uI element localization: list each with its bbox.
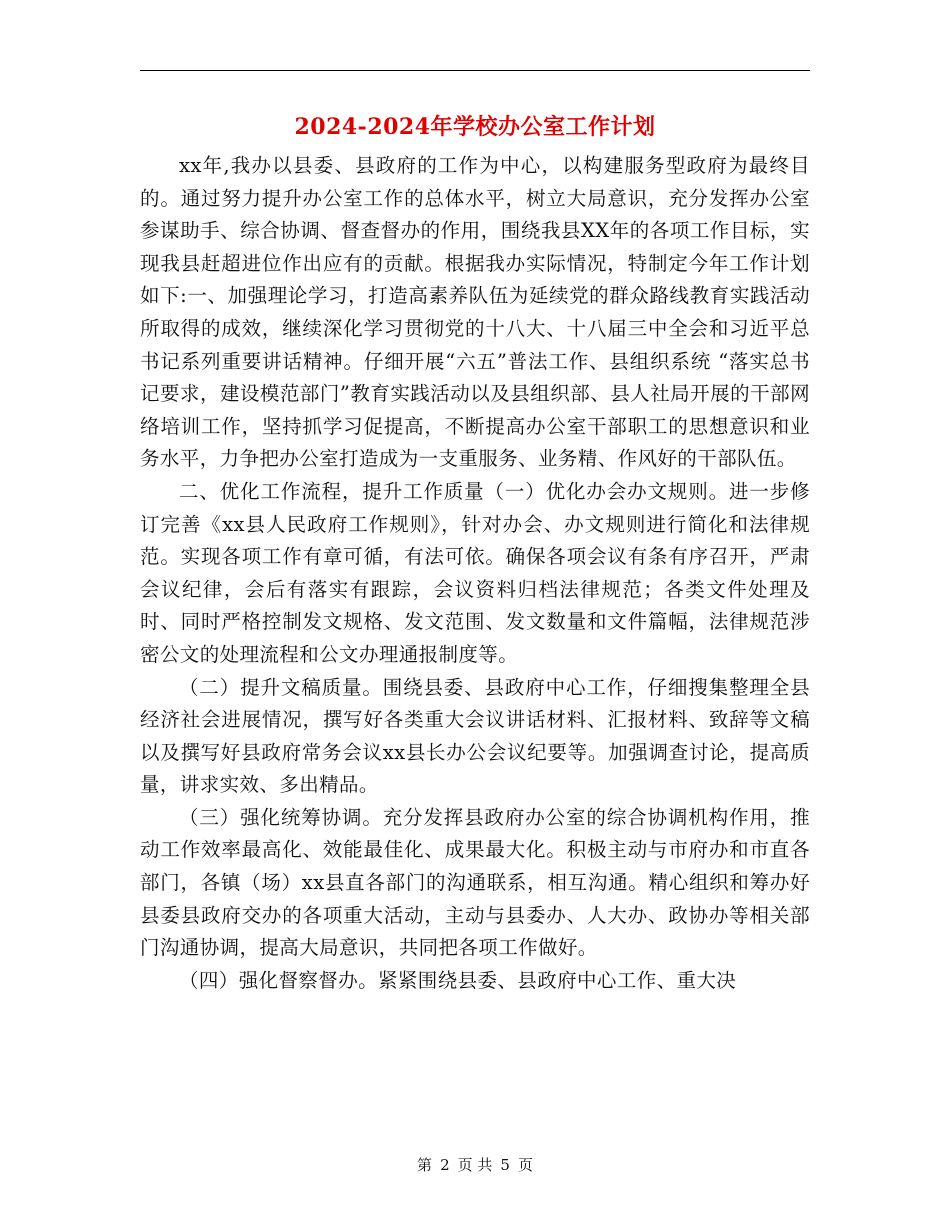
footer-prefix: 第 [417,1156,433,1174]
document-title: 2024-2024年学校办公室工作计划 [294,114,656,140]
paragraph-item-four: （四）强化督察督办。紧紧围绕县委、县政府中心工作、重大决 [179,968,737,992]
footer-suffix: 页 [517,1156,533,1174]
paragraph-section-two: 二、优化工作流程，提升工作质量（一）优化办会办文规则。进一步修订完善《xx县人民政府工作规则》，针对办会、办文规则进行简化和法律规范。实现各项工作有章可循，有法可依。确保各项会议有条有序召开，严肃会议纪律，会后有落实有跟踪，会议资料归档法律规范；各类文件处理及时、同时严格控制发文规格、发文范围、发文数量和文件篇幅，法律规范涉密公文的处理流程和公文办理通报制度等。 [140,479,810,666]
page-footer [0,1155,950,1175]
document-body [140,150,810,997]
paragraph-intro: xx年,我办以县委、县政府的工作为中心，以构建服务型政府为最终目的。通过努力提升办公室工作的总体水平，树立大局意识，充分发挥办公室参谋助手、综合协调、督查督办的作用，围绕我县XX年的各项工作目标，实现我县赶超进位作出应有的贡献。根据我办实际情况，特制定今年工作计划如下:一、加强理论学习，打造高素养队伍为延续党的群众路线教育实践活动所取得的成效，继续深化学习贯彻党的十八大、十八届三中全会和习近平总书记系列重要讲话精神。仔细开展“六五”普法工作、县组织系统 “落实总书记要求，建设模范部门”教育实践活动以及县组织部、县人社局开展的干部网络培训工作，坚持抓学习促提高，不断提高办公室干部职工的思想意识和业务水平，力争把办公室打造成为一支重服务、业务精、作风好的干部队伍。 [140,154,810,471]
footer-middle: 页 共 [457,1156,493,1174]
footer-current-page: 2 [440,1156,450,1174]
paragraph-item-three: （三）强化统筹协调。充分发挥县政府办公室的综合协调机构作用，推动工作效率最高化、效能最佳化、成果最大化。积极主动与市府办和市直各部门，各镇（场）xx县直各部门的沟通联系，相互沟通。精心组织和筹办好县委县政府交办的各项重大活动，主动与县委办、人大办、政协办等相关部门沟通协调，提高大局意识，共同把各项工作做好。 [140,805,810,960]
footer-total-pages: 5 [500,1156,510,1174]
paragraph-item-two: （二）提升文稿质量。围绕县委、县政府中心工作，仔细搜集整理全县经济社会进展情况，撰写好各类重大会议讲话材料、汇报材料、致辞等文稿以及撰写好县政府常务会议xx县长办公会议纪要等。加强调查讨论，提高质量，讲求实效、多出精品。 [140,675,810,797]
header-rule [140,70,810,71]
